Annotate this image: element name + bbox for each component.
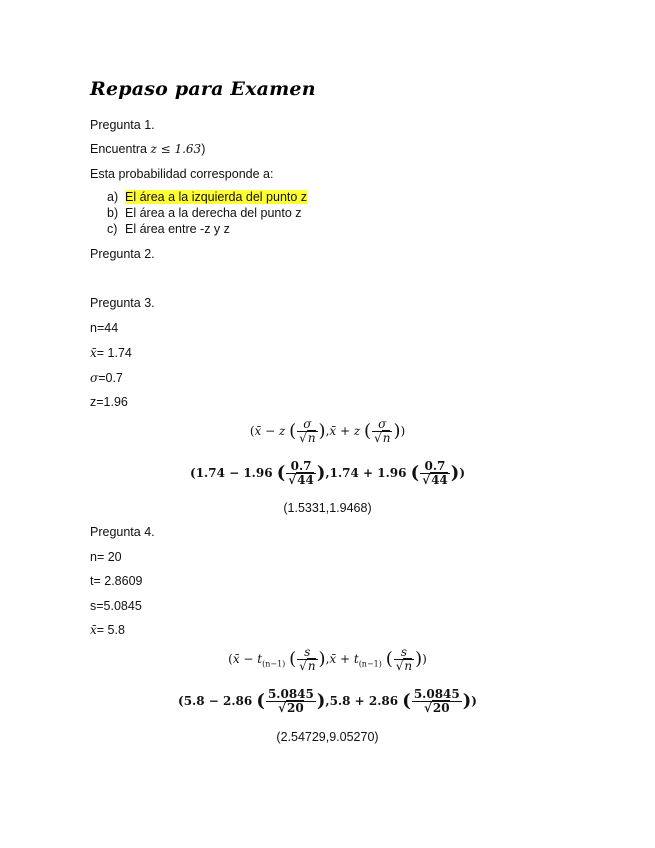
sqrt-content: 20 (432, 701, 450, 715)
formula-term-left: x̄ − z (254, 424, 286, 438)
fraction (420, 460, 450, 487)
fraction (394, 646, 414, 673)
paren: ( (385, 648, 393, 670)
paren: ( (364, 420, 372, 442)
paren: ) (393, 420, 401, 442)
sub-right: 5.8 + 2.86 (329, 694, 399, 708)
frac-den: √20 (278, 701, 304, 715)
xbar-value: = 5.8 (96, 623, 125, 637)
paren-close: ) (422, 652, 427, 666)
frac-den: √44 (422, 473, 448, 487)
sqrt-content: 44 (431, 473, 448, 487)
paren-open: ( (249, 424, 255, 438)
frac-num: 0.7 (420, 460, 450, 474)
paren: ( (402, 690, 411, 712)
q3-substitution: (1.74 − 1.96 ( $\frac{0.7}{√44}$ ),1.74 + 1.96 ( $\frac{0.7}{√44}$ )) (190, 459, 465, 487)
sqrt-content: 20 (287, 701, 304, 715)
frac-num: σ (297, 418, 317, 432)
fraction (372, 418, 392, 445)
sqrt-content: n (382, 431, 391, 445)
q1-prompt (90, 142, 205, 157)
sqrt-content: n (307, 431, 316, 445)
frac-den: √n (395, 659, 413, 673)
q1-options-list (107, 189, 307, 237)
sqrt-content: n (404, 659, 413, 673)
xbar-symbol: x̄ (90, 623, 97, 637)
q4-n: n= 20 (90, 550, 122, 564)
q3-label: Pregunta 3. (90, 296, 155, 310)
fraction (297, 646, 317, 673)
frac-num: σ (372, 418, 392, 432)
paren: ) (462, 690, 472, 712)
option-letter: c) (107, 222, 118, 236)
comma: , (325, 424, 330, 438)
paren: ( (256, 690, 265, 712)
q4-t: t= 2.8609 (90, 574, 143, 588)
frac-num: s (394, 646, 414, 660)
q3-z: z=1.96 (90, 395, 128, 409)
option-text-highlighted: El área a la izquierda del punto z (125, 190, 308, 204)
paren: ) (316, 462, 326, 484)
sqrt-content: n (307, 659, 316, 673)
q4-substitution: (5.8 − 2.86 ( $\frac{5.0845}{√20}$ ),5.8 + 2.86 ( $\frac{5.0845}{√20}$ )) (178, 687, 477, 715)
q4-label: Pregunta 4. (90, 525, 155, 539)
paren: ( (289, 420, 297, 442)
paren: ) (318, 420, 326, 442)
q3-sigma (90, 371, 123, 386)
q4-result: (2.54729,9.05270) (276, 730, 379, 744)
paren: ) (450, 462, 460, 484)
option-text: El área a la derecha del punto z (125, 206, 302, 220)
q2-label: Pregunta 2. (90, 247, 155, 261)
fraction (412, 688, 462, 715)
paren-close: ) (471, 694, 477, 708)
q3-xbar (90, 346, 132, 361)
paren-close: ) (459, 466, 465, 480)
q1-label: Pregunta 1. (90, 118, 155, 132)
option-text: El área entre -z y z (125, 222, 230, 236)
paren: ) (318, 648, 326, 670)
subscript: (n−1) (358, 659, 382, 669)
sigma-symbol: σ (90, 371, 99, 385)
sqrt-content: 44 (297, 473, 314, 487)
q1-prompt-suffix: ) (201, 142, 206, 156)
paren-close: ) (400, 424, 406, 438)
page-title: Repaso para Examen (90, 78, 316, 100)
frac-den: √n (299, 659, 316, 673)
q1-option-c (107, 221, 307, 237)
sub-left: 5.8 − 2.86 (183, 694, 253, 708)
paren: ) (415, 648, 423, 670)
q3-result: (1.5331,1.9468) (283, 501, 372, 515)
q1-question: Esta probabilidad corresponde a: (90, 167, 274, 181)
sigma-value: =0.7 (98, 371, 123, 385)
formula-term-right: x̄ + t (329, 652, 359, 666)
paren-open: ( (228, 652, 233, 666)
paren: ( (276, 462, 286, 484)
q4-s: s=5.0845 (90, 599, 142, 613)
frac-den: √20 (424, 701, 450, 715)
frac-den: √n (299, 431, 316, 445)
frac-num: 0.7 (286, 460, 316, 474)
q4-formula: (x̄ − $t_{(n-1)}$ ( $\frac{s}{√n}$ ),x̄ + $t_{(n-1)}$ ( $\frac{s}{√n}$ )) (228, 645, 427, 673)
q3-formula (0, 418, 655, 445)
q1-option-b (107, 205, 307, 221)
formula-term-right: x̄ + z (329, 424, 361, 438)
paren: ( (289, 648, 297, 670)
option-letter: a) (107, 190, 119, 204)
paren: ( (410, 462, 420, 484)
xbar-symbol: x̄ (90, 346, 97, 360)
frac-num: 5.0845 (267, 687, 314, 701)
paren-open: ( (190, 466, 196, 480)
paren-open: ( (178, 694, 184, 708)
q3-n: n=44 (90, 321, 119, 335)
paren: ) (316, 690, 326, 712)
q1-option-a (107, 189, 307, 205)
frac-den: √44 (288, 473, 314, 487)
sub-left: 1.74 − 1.96 (195, 466, 273, 480)
q4-xbar (90, 623, 125, 638)
xbar-value: = 1.74 (96, 346, 132, 360)
fraction (297, 418, 317, 445)
option-letter: b) (107, 206, 119, 220)
q1-prompt-math: z ≤ 1.63 (150, 142, 202, 156)
frac-num: s (297, 646, 317, 660)
fraction (286, 460, 316, 487)
sub-right: 1.74 + 1.96 (329, 466, 407, 480)
subscript: (n−1) (262, 659, 286, 669)
frac-den: √n (374, 431, 391, 445)
frac-num: 5.0845 (413, 687, 460, 701)
formula-term-left: x̄ − t (232, 652, 263, 666)
fraction (266, 688, 316, 715)
q1-prompt-prefix: Encuentra (90, 142, 151, 156)
